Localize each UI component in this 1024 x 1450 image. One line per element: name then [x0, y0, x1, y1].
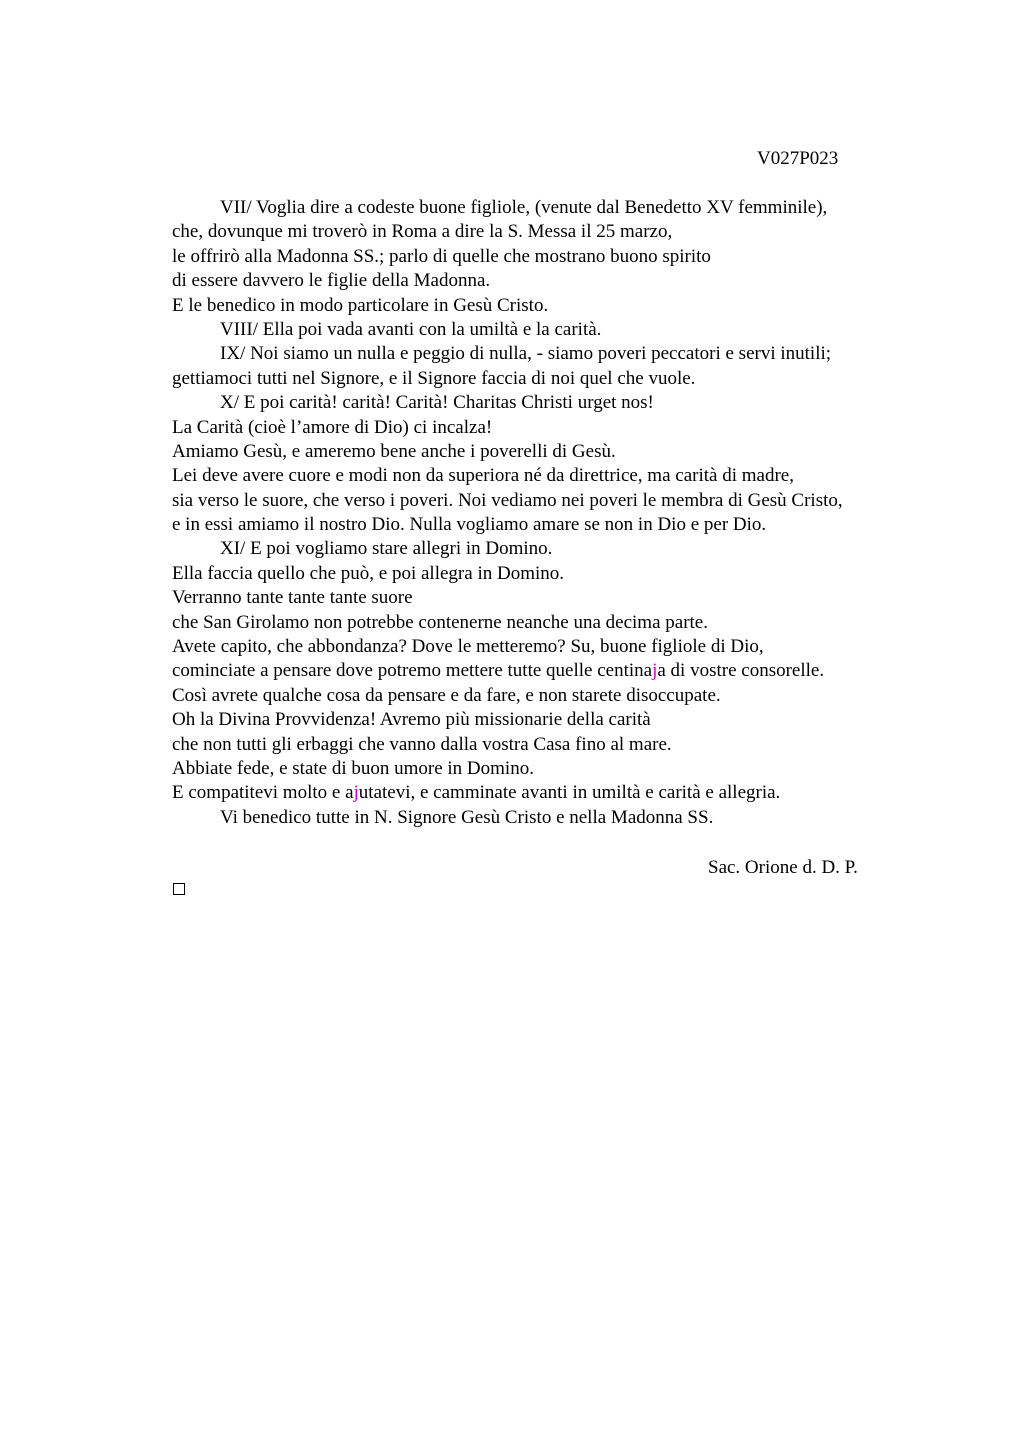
- text-line: E le benedico in modo particolare in Gesù Cristo.: [172, 294, 549, 316]
- text-line: sia verso le suore, che verso i poveri. Noi vediamo nei poveri le membra di Gesù Cristo,: [172, 489, 843, 511]
- text-line: Ella faccia quello che può, e poi allegra in Domino.: [172, 562, 564, 584]
- text-line: di essere davvero le figlie della Madonna.: [172, 270, 491, 292]
- text-line: che non tutti gli erbaggi che vanno dalla vostra Casa fino al mare.: [172, 733, 672, 755]
- text-line: che San Girolamo non potrebbe contenerne neanche una decima parte.: [172, 611, 708, 633]
- text-segment: utatevi, e camminate avanti in umiltà e carità e allegria.: [358, 782, 781, 804]
- text-segment: E compatitevi molto e a: [172, 782, 354, 804]
- letter-body: [172, 196, 932, 830]
- highlighted-letter: j: [353, 782, 359, 804]
- text-line: [172, 659, 932, 683]
- text-line: Amiamo Gesù, e ameremo bene anche i poverelli di Gesù.: [172, 440, 616, 462]
- signature: Sac. Orione d. D. P.: [708, 857, 858, 878]
- text-line: XI/ E poi vogliamo stare allegri in Domino.: [220, 538, 553, 560]
- text-line: le offrirò alla Madonna SS.; parlo di quelle che mostrano buono spirito: [172, 245, 711, 267]
- text-line: Verranno tante tante tante suore: [172, 587, 413, 609]
- highlighted-letter: j: [652, 660, 658, 682]
- text-line: che, dovunque mi troverò in Roma a dire la S. Messa il 25 marzo,: [172, 221, 673, 243]
- text-line: Avete capito, che abbondanza? Dove le metteremo? Su, buone figliole di Dio,: [172, 636, 764, 658]
- text-line: La Carità (cioè l’amore di Dio) ci incalza!: [172, 416, 493, 438]
- text-line: VII/ Voglia dire a codeste buone figliole, (venute dal Benedetto XV femminile),: [220, 197, 828, 218]
- text-line: IX/ Noi siamo un nulla e peggio di nulla, - siamo poveri peccatori e servi inutili;: [220, 343, 832, 365]
- text-line: VIII/ Ella poi vada avanti con la umiltà e la carità.: [220, 318, 602, 340]
- text-line: X/ E poi carità! carità! Carità! Charitas Christi urget nos!: [220, 392, 654, 414]
- text-line: Oh la Divina Provvidenza! Avremo più missionarie della carità: [172, 709, 651, 731]
- end-square-icon: [173, 883, 185, 895]
- text-line: Così avrete qualche cosa da pensare e da fare, e non starete disoccupate.: [172, 684, 721, 706]
- page-code: V027P023: [757, 148, 839, 169]
- text-line: e in essi amiamo il nostro Dio. Nulla vogliamo amare se non in Dio e per Dio.: [172, 514, 767, 536]
- text-line: Vi benedico tutte in N. Signore Gesù Cristo e nella Madonna SS.: [220, 806, 714, 828]
- text-line: Lei deve avere cuore e modi non da superiora né da direttrice, ma carità di madre,: [172, 465, 794, 487]
- text-segment: a di vostre consorelle.: [657, 660, 825, 682]
- text-line: gettiamoci tutti nel Signore, e il Signore faccia di noi quel che vuole.: [172, 367, 696, 389]
- text-segment: cominciate a pensare dove potremo mettere tutte quelle centina: [172, 660, 653, 682]
- text-line: Abbiate fede, e state di buon umore in Domino.: [172, 757, 534, 779]
- text-line: [172, 781, 932, 805]
